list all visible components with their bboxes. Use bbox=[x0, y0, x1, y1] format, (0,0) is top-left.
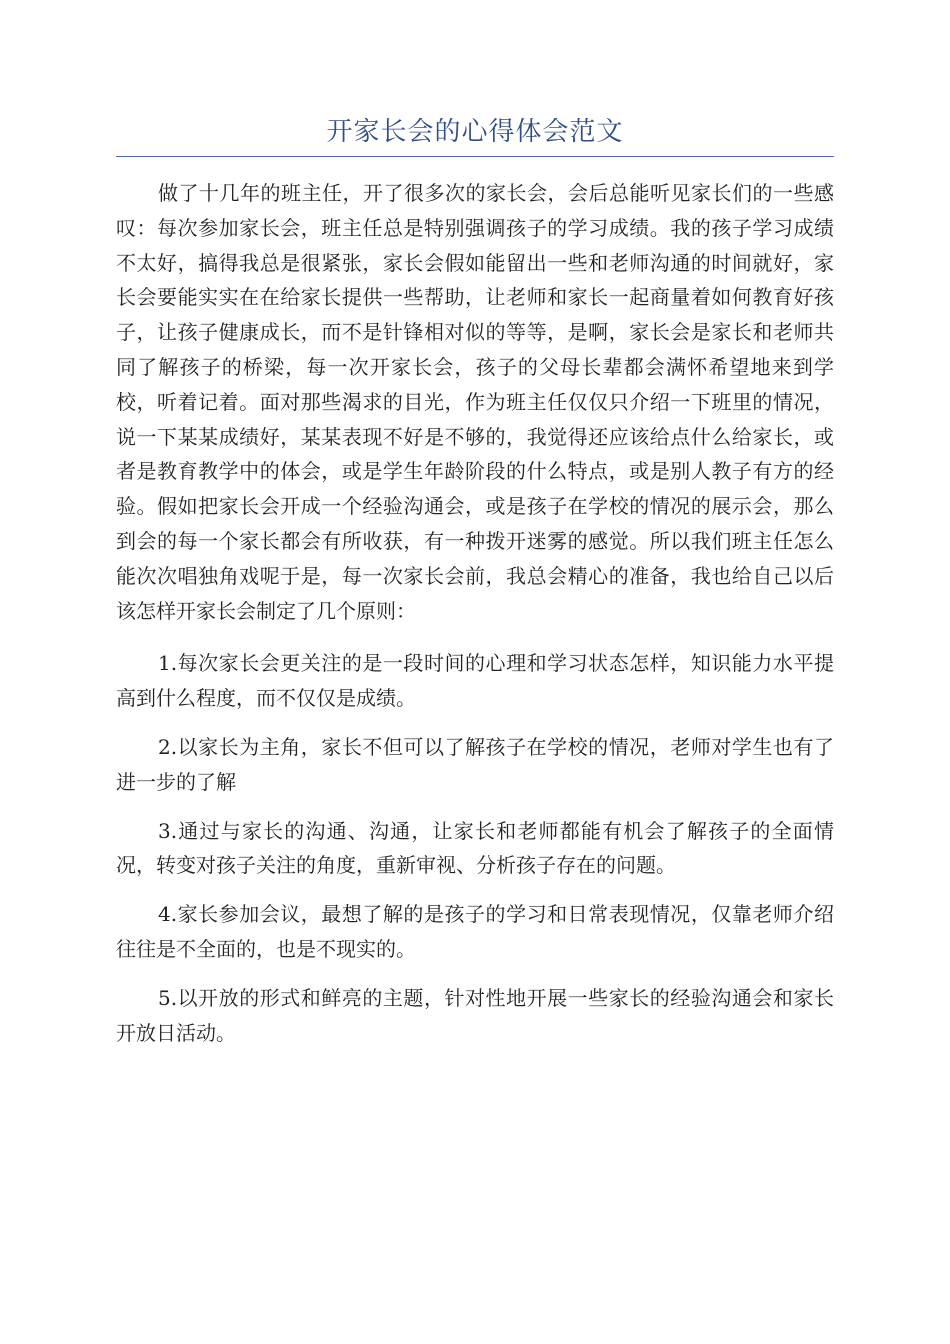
paragraph-principle-1: 1.每次家长会更关注的是一段时间的心理和学习状态怎样，知识能力水平提高到什么程度，而不仅仅是成绩。 bbox=[116, 651, 834, 711]
document-body bbox=[116, 176, 834, 1064]
paragraph-principle-2: 2.以家长为主角，家长不但可以了解孩子在学校的情况，老师对学生也有了进一步的了解 bbox=[116, 734, 834, 794]
paragraph-principle-4: 4.家长参加会议，最想了解的是孩子的学习和日常表现情况，仅靠老师介绍往往是不全面的，也是不现实的。 bbox=[116, 902, 834, 961]
paragraph-intro: 做了十几年的班主任，开了很多次的家长会，会后总能听见家长们的一些感叹：每次参加家长会，班主任总是特别强调孩子的学习成绩。我的孩子学习成绩不太好，搞得我总是很紧张，家长会假如能留出一些和老师沟通的时间就好，家长会要能实实在在给家长提供一些帮助，让老师和家长一起商量着如何教育好孩子，让孩子健康成长，而不是针锋相对似的等等，是啊，家长会是家长和老师共同了解孩子的桥梁，每一次开家长会，孩子的父母长辈都会满怀希望地来到学校，听着记着。面对那些渴求的目光，作为班主任仅仅只介绍一下班里的情况，说一下某某成绩好，某某表现不好是不够的，我觉得还应该给点什么给家长，或者是教育教学中的体会，或是学生年龄阶段的什么特点，或是别人教子有方的经验。假如把家长会开成一个经验沟通会，或是孩子在学校的情况的展示会，那么到会的每一个家长都会有所收获，有一种拨开迷雾的感觉。所以我们班主任怎么能次次唱独角戏呢于是，每一次家长会前，我总会精心的准备，我也给自己以后该怎样开家长会制定了几个原则： bbox=[116, 181, 834, 623]
paragraph-principle-5: 5.以开放的形式和鲜亮的主题，针对性地开展一些家长的经验沟通会和家长开放日活动。 bbox=[116, 985, 834, 1045]
page-title: 开家长会的心得体会范文 bbox=[326, 117, 624, 147]
title-block bbox=[116, 110, 834, 157]
paragraph-principle-3: 3.通过与家长的沟通、沟通，让家长和老师都能有机会了解孩子的全面情况，转变对孩子关注的角度，重新审视、分析孩子存在的问题。 bbox=[116, 818, 834, 878]
